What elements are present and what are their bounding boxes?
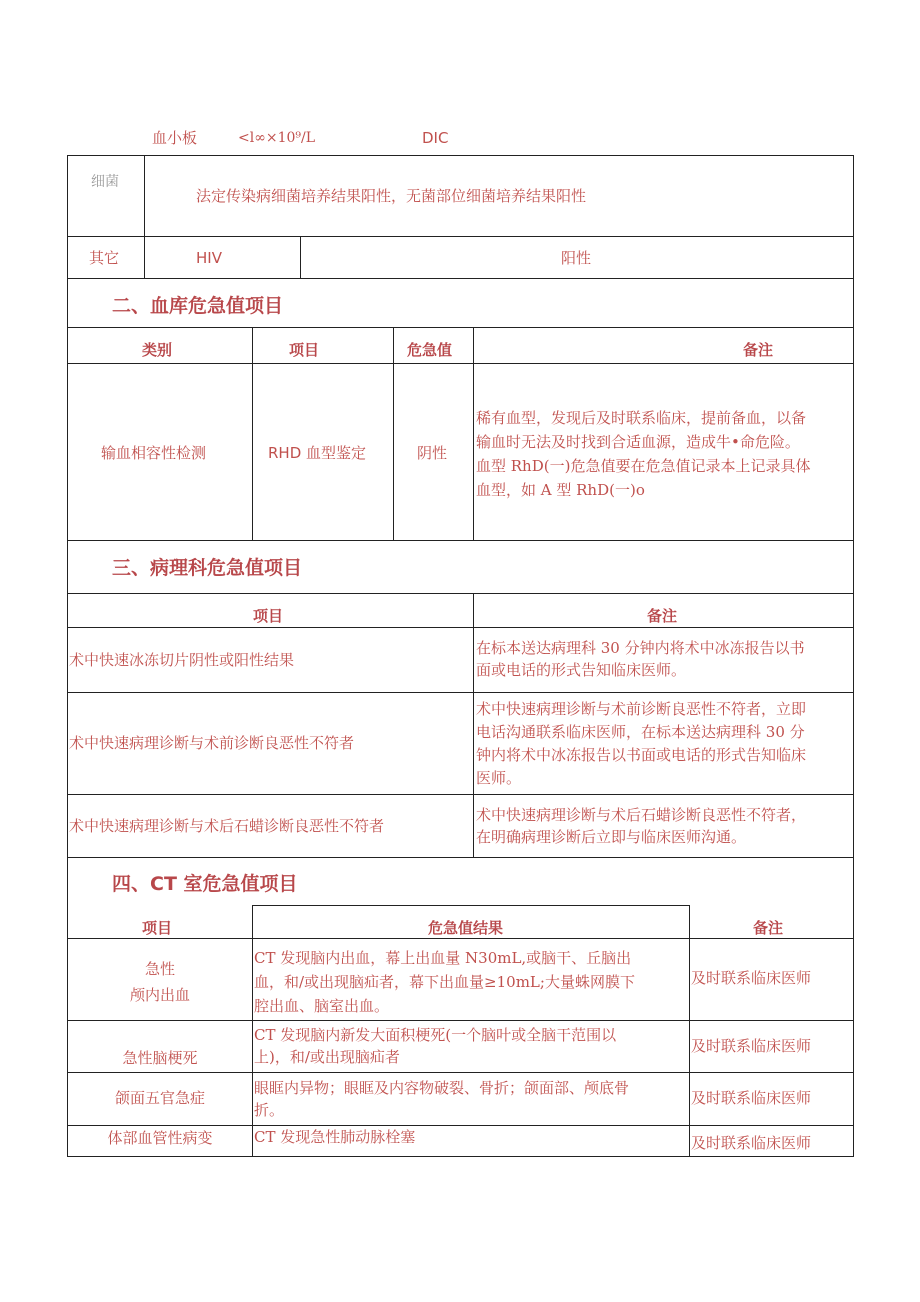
ct-result xyxy=(254,946,635,1018)
ct-item xyxy=(68,956,252,1008)
bloodbank-note-line: 血型 RhD(一)危急值要在危急值记录本上记录具体 xyxy=(476,457,811,475)
ct-result xyxy=(254,1024,616,1068)
pathology-item: 术中快速病理诊断与术前诊断良恶性不符者 xyxy=(69,734,355,752)
bloodbank-header-note: 备注 xyxy=(743,341,774,359)
pathology-note-line: 术中快速病理诊断与术前诊断良恶性不符者，立即 xyxy=(476,700,807,718)
pathology-note-line: 面或电话的形式告知临床医师。 xyxy=(476,661,687,679)
pathology-note-line: 在标本送达病理科 30 分钟内将术中冰冻报告以书 xyxy=(476,639,805,657)
bloodbank-header-item: 项目 xyxy=(289,341,320,359)
bloodbank-note-line: 血型，如 A 型 RhD(一)o xyxy=(476,481,645,499)
ct-result-line: CT 发现脑内新发大面积梗死(一个脑叶或全脑干范围以 xyxy=(254,1026,617,1044)
pathology-note-line: 在明确病理诊断后立即与临床医师沟通。 xyxy=(476,828,747,846)
ct-item-line: 急性脑梗死 xyxy=(122,1049,198,1067)
bloodbank-section-title: 二、血库危急值项目 xyxy=(112,295,284,317)
other-item: HIV xyxy=(196,249,222,267)
platelet-label: 血小板 xyxy=(152,129,198,147)
ct-result-line: 眼眶内异物；眼眶及内容物破裂、骨折；颌面部、颅底骨 xyxy=(254,1079,630,1097)
ct-item-line: 颅内出血 xyxy=(129,986,190,1004)
pathology-item: 术中快速病理诊断与术后石蜡诊断良恶性不符者 xyxy=(69,817,385,835)
bloodbank-value: 阴性 xyxy=(417,444,448,462)
pathology-section-title: 三、病理科危急值项目 xyxy=(112,557,303,579)
ct-result-line: CT 发现脑内出血，幕上出血量 N30mL,或脑干、丘脑出 xyxy=(254,949,632,967)
ct-header-item: 项目 xyxy=(142,919,173,937)
pathology-note xyxy=(476,637,805,681)
bloodbank-category: 输血相容性检测 xyxy=(101,444,207,462)
ct-note: 及时联系临床医师 xyxy=(691,1134,812,1152)
ct-item-line: 颌面五官急症 xyxy=(114,1089,205,1107)
ct-result-line: 腔出血、脑室出血。 xyxy=(254,997,390,1015)
other-label: 其它 xyxy=(89,249,120,267)
bloodbank-note-line: 稀有血型，发现后及时联系临床，提前备血，以备 xyxy=(476,409,807,427)
ct-note: 及时联系临床医师 xyxy=(691,1089,812,1107)
bloodbank-header-category: 类别 xyxy=(142,341,173,359)
dic-label: DIC xyxy=(422,129,449,147)
ct-result-line: CT 发现急性肺动脉栓塞 xyxy=(254,1128,416,1146)
ct-result-line: 折。 xyxy=(254,1101,285,1119)
ct-note: 及时联系临床医师 xyxy=(691,1037,812,1055)
ct-header-result: 危急值结果 xyxy=(428,919,504,937)
ct-item xyxy=(68,1048,252,1068)
ct-result-line: 上)，和/或出现脑疝者 xyxy=(254,1048,400,1066)
platelet-value: <l∞×10⁹/L xyxy=(238,130,316,146)
pathology-header-note: 备注 xyxy=(647,607,678,625)
pathology-note-line: 钟内将术中冰冻报告以书面或电话的形式告知临床 xyxy=(476,746,807,764)
ct-result-line: 血，和/或出现脑疝者，幕下出血量≥10mL;大量蛛网膜下 xyxy=(254,973,635,991)
bloodbank-header-value: 危急值 xyxy=(407,341,453,359)
pathology-note-line: 电话沟通联系临床医师，在标本送达病理科 30 分 xyxy=(476,723,805,741)
ct-section-title: 四、CT 室危急值项目 xyxy=(112,873,298,895)
ct-result xyxy=(254,1127,415,1147)
pathology-note xyxy=(476,698,806,790)
ct-item-line: 急性 xyxy=(144,960,175,978)
bacteria-text: 法定传染病细菌培养结果阳性，无菌部位细菌培养结果阳性 xyxy=(196,187,587,205)
bloodbank-note-line: 输血时无法及时找到合适血源，造成牛•命危险。 xyxy=(476,433,800,451)
bloodbank-note xyxy=(476,406,810,502)
ct-item xyxy=(68,1088,252,1108)
pathology-note-line: 医师。 xyxy=(476,769,522,787)
pathology-note-line: 术中快速病理诊断与术后石蜡诊断良恶性不符者， xyxy=(476,806,807,824)
pathology-note xyxy=(476,804,806,848)
other-value: 阳性 xyxy=(561,249,592,267)
pathology-item: 术中快速冰冻切片阴性或阳性结果 xyxy=(69,651,295,669)
pathology-header-item: 项目 xyxy=(253,607,284,625)
ct-header-note: 备注 xyxy=(753,919,784,937)
bloodbank-item: RHD 血型鉴定 xyxy=(268,444,367,462)
ct-item xyxy=(68,1128,252,1148)
ct-note: 及时联系临床医师 xyxy=(691,969,812,987)
ct-result xyxy=(254,1077,629,1121)
bacteria-label: 细菌 xyxy=(91,174,119,190)
ct-item-line: 体部血管性病变 xyxy=(107,1129,213,1147)
